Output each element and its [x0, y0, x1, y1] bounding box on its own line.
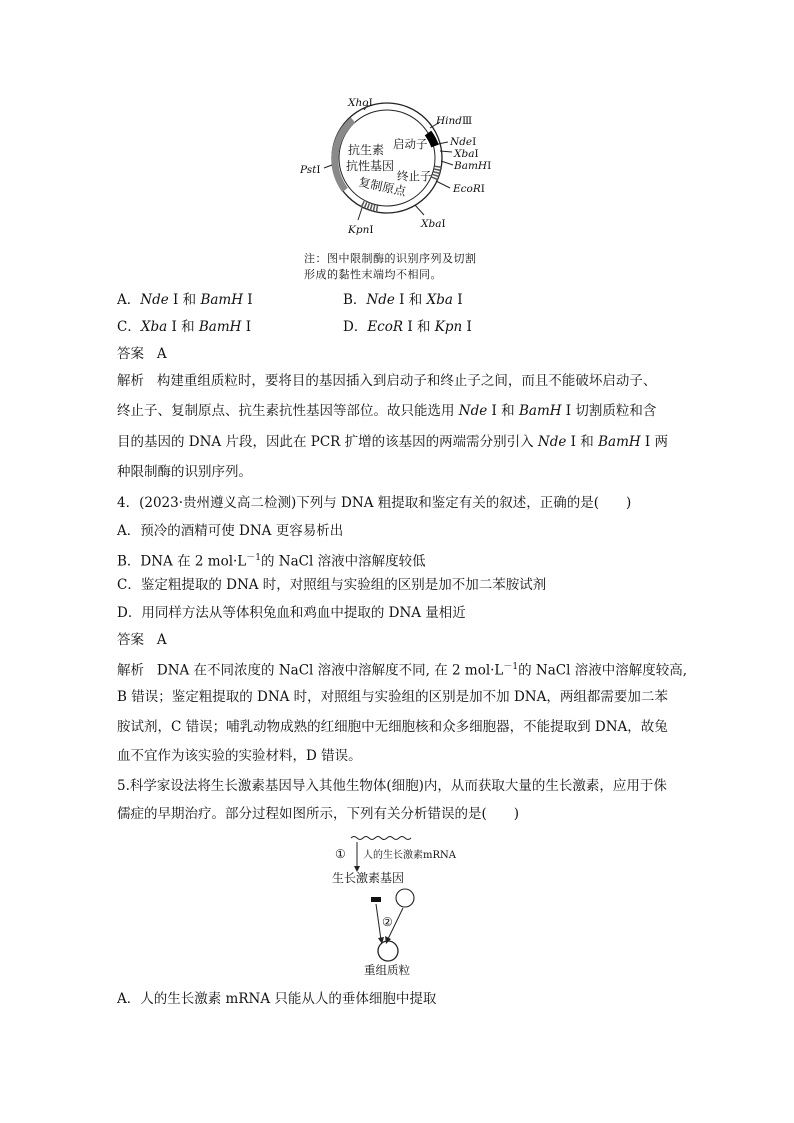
q5-stem-line1: 5.科学家设法将生长激素基因导入其他生物体(细胞)内，从而获取大量的生长激素，应用于侏 [117, 778, 667, 794]
svg-text:NdeⅠ: NdeⅠ [450, 136, 477, 148]
xho-label: Xho [348, 97, 369, 109]
promoter-block [428, 133, 435, 146]
q4-option-d[interactable]: D．用同样方法从等体积兔血和鸡血中提取的 DNA 量相近 [117, 605, 466, 621]
q4-analysis-line4: 血不宜作为该实验的实验材料，D 错误。 [117, 748, 362, 764]
q5-stem-line2: 儒症的早期治疗。部分过程如图所示，下列有关分析错误的是( ) [117, 806, 520, 822]
q3-analysis-line4: 种限制酶的识别序列。 [117, 464, 252, 480]
svg-text:XbaⅠ: XbaⅠ [454, 148, 479, 160]
q3-analysis-line1: 解析 构建重组质粒时，要将目的基因插入到启动子和终止子之间，而且不能破坏启动子、 [117, 373, 657, 389]
xba2-label: Xba [421, 218, 442, 230]
gene-arrow-line [376, 904, 381, 940]
q4-analysis-line1: 解析 DNA 在不同浓度的 NaCl 溶液中溶解度不同, 在 2 $mol\cdot L^{-1}$的 NaCl 溶液中溶解度较高, [117, 662, 688, 679]
gene-cloning-figure [325, 828, 485, 983]
kpn-label: Kpn [348, 224, 370, 236]
q4-option-b[interactable]: B．DNA 在 2 $mol\cdot L^{-1}$的 NaCl 溶液中溶解度较低 [117, 553, 426, 570]
svg-text:PstⅠ: PstⅠ [300, 164, 321, 176]
plasmid-map-figure [290, 88, 510, 248]
ecor-label: EcoR [453, 183, 481, 195]
q3-analysis-line2: 终止子、复制原点、抗生素抗性基因等部位。故只能选用 Nde Ⅰ 和 BamH Ⅰ 切割质粒和含 [117, 403, 657, 419]
step2-number: ② [382, 915, 393, 929]
promoter-label: 启动子 [393, 137, 428, 151]
mrna-wave [351, 837, 411, 840]
xba2-site-line [415, 205, 424, 215]
mrna-label: 人的生长激素mRNA [363, 850, 456, 861]
q3-option-b[interactable]: B．Nde Ⅰ 和 Xba Ⅰ [343, 292, 463, 308]
bamh-label: BamH [454, 160, 488, 172]
svg-text:KpnⅠ: KpnⅠ [348, 224, 374, 236]
figure-note-line2: 形成的黏性末端均不相同。 [304, 268, 442, 281]
terminator-label: 终止子 [397, 169, 432, 183]
pst-site-line [324, 165, 332, 168]
q4-answer: 答案 A [117, 632, 167, 648]
ori-label: 复制原点 [357, 175, 408, 199]
q3-option-d[interactable]: D．EcoR Ⅰ 和 Kpn Ⅰ [343, 319, 472, 335]
svg-text:BamHⅠ: BamHⅠ [454, 160, 492, 172]
recombinant-plasmid-circle [378, 941, 398, 961]
svg-text:EcoRⅠ: EcoRⅠ [453, 183, 485, 195]
kpn-site-line [358, 208, 362, 220]
svg-text:XhoⅠ: XhoⅠ [348, 97, 373, 109]
plasmid-circle [396, 889, 414, 907]
hind-label: Hind [436, 115, 462, 127]
step1-number: ① [335, 847, 346, 861]
q4-analysis-line3: 胺试剂，C 错误；哺乳动物成熟的红细胞中无细胞核和众多细胞器，不能提取到 DNA，故兔 [117, 719, 668, 735]
bam-site-line [441, 161, 453, 165]
pst-label: Pst [300, 164, 317, 176]
resistance-label-2: 抗性基因 [346, 159, 395, 173]
q4-stem: 4．(2023·贵州遵义高二检测)下列与 DNA 粗提取和鉴定有关的叙述，正确的是( ) [117, 495, 632, 511]
gene-label: 生长激素基因 [332, 871, 405, 885]
plasmid-arrow-head [385, 936, 391, 944]
q5-option-a[interactable]: A．人的生长激素 mRNA 只能从人的垂体细胞中提取 [117, 991, 437, 1007]
svg-text:XbaⅠ: XbaⅠ [421, 218, 446, 230]
gene-fragment [371, 897, 381, 902]
resistance-label-1: 抗生素 [348, 143, 385, 157]
q3-analysis-line3: 目的基因的 DNA 片段，因此在 PCR 扩增的该基因的两端需分别引入 Nde Ⅰ 和 BamH Ⅰ 两 [117, 434, 669, 450]
svg-text:HindⅢ: HindⅢ [436, 115, 473, 127]
recombinant-label: 重组质粒 [364, 963, 410, 977]
q3-option-c[interactable]: C．Xba Ⅰ 和 BamH Ⅰ [117, 319, 252, 335]
q4-option-a[interactable]: A．预冷的酒精可使 DNA 更容易析出 [117, 523, 344, 539]
nde1-label: Nde [450, 136, 473, 148]
figure-note-line1: 注：图中限制酶的识别序列及切割 [304, 252, 477, 265]
xba1-label: Xba [454, 148, 475, 160]
q4-analysis-line2: B 错误；鉴定粗提取的 DNA 时，对照组与实验组的区别是加不加 DNA，两组都需要加二苯 [117, 689, 668, 705]
eco-site-line [436, 181, 450, 188]
q3-answer: 答案 A [117, 346, 167, 362]
q4-option-c[interactable]: C．鉴定粗提取的 DNA 时，对照组与实验组的区别是加不加二苯胺试剂 [117, 577, 547, 593]
q3-option-a[interactable]: A．Nde Ⅰ 和 BamH Ⅰ [117, 292, 253, 308]
terminator-segment [434, 166, 438, 180]
